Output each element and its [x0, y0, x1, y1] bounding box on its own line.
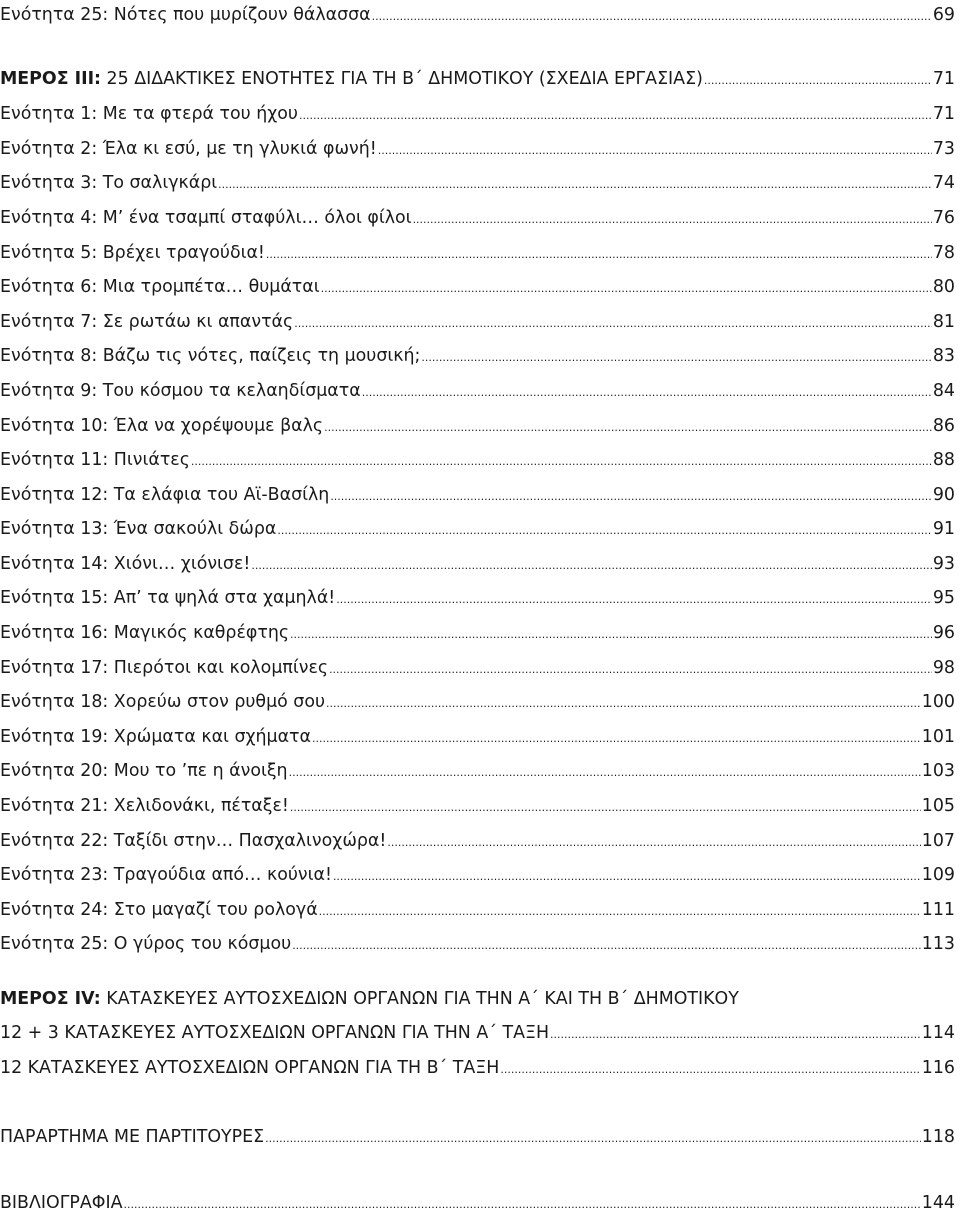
toc-leader-dots: [312, 724, 921, 754]
toc-entry: [0, 203, 955, 233]
toc-entry-label: Ενότητα 5: Βρέχει τραγούδια!: [0, 243, 265, 263]
part4-heading-prefix: ΜΕΡΟΣ IV:: [0, 989, 101, 1009]
toc-leader-dots: [289, 758, 921, 788]
toc-leader-dots: [292, 931, 921, 961]
toc-leader-dots: [290, 793, 921, 823]
toc-entry: [0, 238, 955, 268]
toc-entry: [0, 272, 955, 302]
toc-entry-label: Ενότητα 21: Χελιδονάκι, πέταξε!: [0, 796, 289, 816]
toc-entry-page: 96: [932, 623, 955, 643]
toc-entry-label: Ενότητα 18: Χορεύω στον ρυθμό σου: [0, 692, 326, 712]
toc-leader-dots: [218, 170, 932, 200]
toc-leader-dots: [372, 2, 932, 32]
toc-entry-page: 98: [932, 658, 955, 678]
part4-heading: [0, 984, 739, 1014]
toc-entry: [0, 168, 955, 198]
toc-entry-label: Ενότητα 13: Ένα σακούλι δώρα: [0, 519, 277, 539]
toc-leader-dots: [277, 516, 932, 546]
toc-entry-label: 12 + 3 ΚΑΤΑΣΚΕΥΕΣ ΑΥΤΟΣΧΕΔΙΩΝ ΟΡΓΑΝΩΝ ΓΙΑ ΤΗΝ Α΄ ΤΑΞΗ: [0, 1023, 550, 1043]
toc-entry: [0, 0, 955, 30]
toc-leader-dots: [336, 585, 932, 615]
toc-entry-page: 74: [932, 173, 955, 193]
toc-entry: [0, 1053, 955, 1083]
toc-entry-page: 93: [932, 554, 955, 574]
toc-entry-label: Ενότητα 10: Έλα να χορέψουμε βαλς: [0, 416, 324, 436]
toc-entry: [0, 376, 955, 406]
toc-entry-label: Ενότητα 24: Στο μαγαζί του ρολογά: [0, 900, 318, 920]
toc-entry-label: Ενότητα 25: Ο γύρος του κόσμου: [0, 934, 292, 954]
toc-entry-page: 109: [921, 865, 955, 885]
toc-entry-label: Ενότητα 8: Βάζω τις νότες, παίζεις τη μουσική;: [0, 346, 421, 366]
toc-entry: [0, 549, 955, 579]
toc-leader-dots: [500, 1055, 920, 1085]
toc-leader-dots: [387, 828, 920, 858]
toc-entry: [0, 618, 955, 648]
toc-entry-label: Ενότητα 9: Του κόσμου τα κελαηδίσματα: [0, 381, 361, 401]
toc-entry-page: 91: [932, 519, 955, 539]
toc-entry: [0, 411, 955, 441]
part3-heading-text: 25 ΔΙΔΑΚΤΙΚΕΣ ΕΝΟΤΗΤΕΣ ΓΙΑ ΤΗ Β΄ ΔΗΜΟΤΙΚΟΥ (ΣΧΕΔΙΑ ΕΡΓΑΣΙΑΣ): [101, 69, 703, 89]
toc-entry-label: Ενότητα 11: Πινιάτες: [0, 450, 190, 470]
toc-leader-dots: [421, 343, 931, 373]
toc-entry-label: Ενότητα 22: Ταξίδι στην… Πασχαλινοχώρα!: [0, 831, 387, 851]
part3-heading-prefix: ΜΕΡΟΣ ΙΙΙ:: [0, 69, 102, 89]
toc-entry-page: 113: [921, 934, 955, 954]
toc-entry-label: Ενότητα 4: Μ’ ένα τσαμπί σταφύλι… όλοι φίλοι: [0, 208, 412, 228]
toc-entry-label: Ενότητα 25: Νότες που μυρίζουν θάλασσα: [0, 5, 371, 25]
toc-entry-label: Ενότητα 23: Τραγούδια από… κούνια!: [0, 865, 332, 885]
toc-entry-page: 78: [932, 243, 955, 263]
toc-leader-dots: [329, 655, 932, 685]
toc-entry-page: 88: [932, 450, 955, 470]
toc-entry: [0, 791, 955, 821]
toc-entry: [0, 895, 955, 925]
toc-leader-dots: [378, 136, 932, 166]
toc-entry: [0, 653, 955, 683]
toc-leader-dots: [266, 240, 932, 270]
toc-leader-dots: [319, 897, 921, 927]
part4-heading-text: ΚΑΤΑΣΚΕΥΕΣ ΑΥΤΟΣΧΕΔΙΩΝ ΟΡΓΑΝΩΝ ΓΙΑ ΤΗΝ Α΄ ΚΑΙ ΤΗ Β΄ ΔΗΜΟΤΙΚΟΥ: [100, 989, 739, 1009]
toc-entry-page: 84: [932, 381, 955, 401]
toc-entry-label: Ενότητα 12: Τα ελάφια του Αϊ-Βασίλη: [0, 485, 330, 505]
toc-leader-dots: [290, 620, 932, 650]
toc-entry-label: Ενότητα 2: Έλα κι εσύ, με τη γλυκιά φωνή!: [0, 139, 377, 159]
toc-entry-page: 81: [932, 312, 955, 332]
toc-leader-dots: [324, 413, 932, 443]
toc-entry-page: 144: [921, 1193, 955, 1213]
toc-entry-page: 71: [932, 104, 955, 124]
toc-entry-page: 86: [932, 416, 955, 436]
toc-entry: [0, 99, 955, 129]
toc-leader-dots: [413, 205, 932, 235]
toc-leader-dots: [330, 482, 932, 512]
toc-leader-dots: [362, 378, 932, 408]
toc-entry: [0, 583, 955, 613]
toc-leader-dots: [265, 1124, 921, 1154]
toc-entry-page: 101: [921, 727, 955, 747]
toc-entry-label: Ενότητα 17: Πιερότοι και κολομπίνες: [0, 658, 329, 678]
toc-entry-label: Ενότητα 6: Μια τρομπέτα… θυμάται: [0, 277, 320, 297]
toc-entry-label: ΒΙΒΛΙΟΓΡΑΦΙΑ: [0, 1193, 123, 1213]
toc-entry: [0, 445, 955, 475]
toc-entry: [0, 514, 955, 544]
toc-leader-dots: [191, 447, 932, 477]
toc-leader-dots: [294, 309, 932, 339]
part3-heading: [0, 64, 955, 94]
toc-entry-label: Ενότητα 3: Το σαλιγκάρι: [0, 173, 218, 193]
toc-entry-page: 95: [932, 588, 955, 608]
toc-entry: [0, 826, 955, 856]
toc-leader-dots: [251, 551, 932, 581]
toc-entry: [0, 307, 955, 337]
toc-leader-dots: [299, 101, 932, 131]
toc-entry-label: Ενότητα 1: Με τα φτερά του ήχου: [0, 104, 298, 124]
toc-entry-label: Ενότητα 15: Απ’ τα ψηλά στα χαμηλά!: [0, 588, 336, 608]
toc-entry: [0, 756, 955, 786]
toc-entry: [0, 722, 955, 752]
toc-entry-page: 111: [921, 900, 955, 920]
toc-leader-dots: [704, 66, 932, 96]
toc-entry-label: ΠΑΡΑΡΤΗΜΑ ΜΕ ΠΑΡΤΙΤΟΥΡΕΣ: [0, 1127, 265, 1147]
toc-entry: [0, 134, 955, 164]
toc-entry-page: 118: [921, 1127, 955, 1147]
toc-entry-page: 83: [932, 346, 955, 366]
toc-entry: [0, 480, 955, 510]
toc-entry-label: Ενότητα 7: Σε ρωτάω κι απαντάς: [0, 312, 294, 332]
toc-entry: [0, 1018, 955, 1048]
toc-entry-page: 116: [921, 1058, 955, 1078]
toc-entry: [0, 929, 955, 959]
toc-entry-label: Ενότητα 19: Χρώματα και σχήματα: [0, 727, 311, 747]
toc-leader-dots: [550, 1020, 921, 1050]
toc-entry: [0, 687, 955, 717]
toc-entry-page: 114: [921, 1023, 955, 1043]
toc-entry-page: 100: [921, 692, 955, 712]
toc-entry-label: 12 ΚΑΤΑΣΚΕΥΕΣ ΑΥΤΟΣΧΕΔΙΩΝ ΟΡΓΑΝΩΝ ΓΙΑ ΤΗ Β΄ ΤΑΞΗ: [0, 1058, 500, 1078]
toc-entry-page: 105: [921, 796, 955, 816]
toc-leader-dots: [124, 1190, 921, 1220]
toc-entry-page: 80: [932, 277, 955, 297]
part3-heading-page: 71: [932, 69, 955, 89]
toc-leader-dots: [321, 274, 932, 304]
toc-entry-appendix: [0, 1122, 955, 1152]
toc-leader-dots: [326, 689, 921, 719]
toc-entry-page: 103: [921, 761, 955, 781]
toc-entry-page: 73: [932, 139, 955, 159]
toc-entry: [0, 860, 955, 890]
toc-entry: [0, 341, 955, 371]
toc-entry-label: Ενότητα 14: Χιόνι… χιόνισε!: [0, 554, 251, 574]
toc-entry-label: Ενότητα 16: Μαγικός καθρέφτης: [0, 623, 290, 643]
toc-entry-page: 69: [932, 5, 955, 25]
toc-entry-label: Ενότητα 20: Μου το ’πε η άνοιξη: [0, 761, 288, 781]
toc-entry-page: 107: [921, 831, 955, 851]
toc-entry-page: 76: [932, 208, 955, 228]
toc-entry-page: 90: [932, 485, 955, 505]
toc-leader-dots: [333, 862, 921, 892]
